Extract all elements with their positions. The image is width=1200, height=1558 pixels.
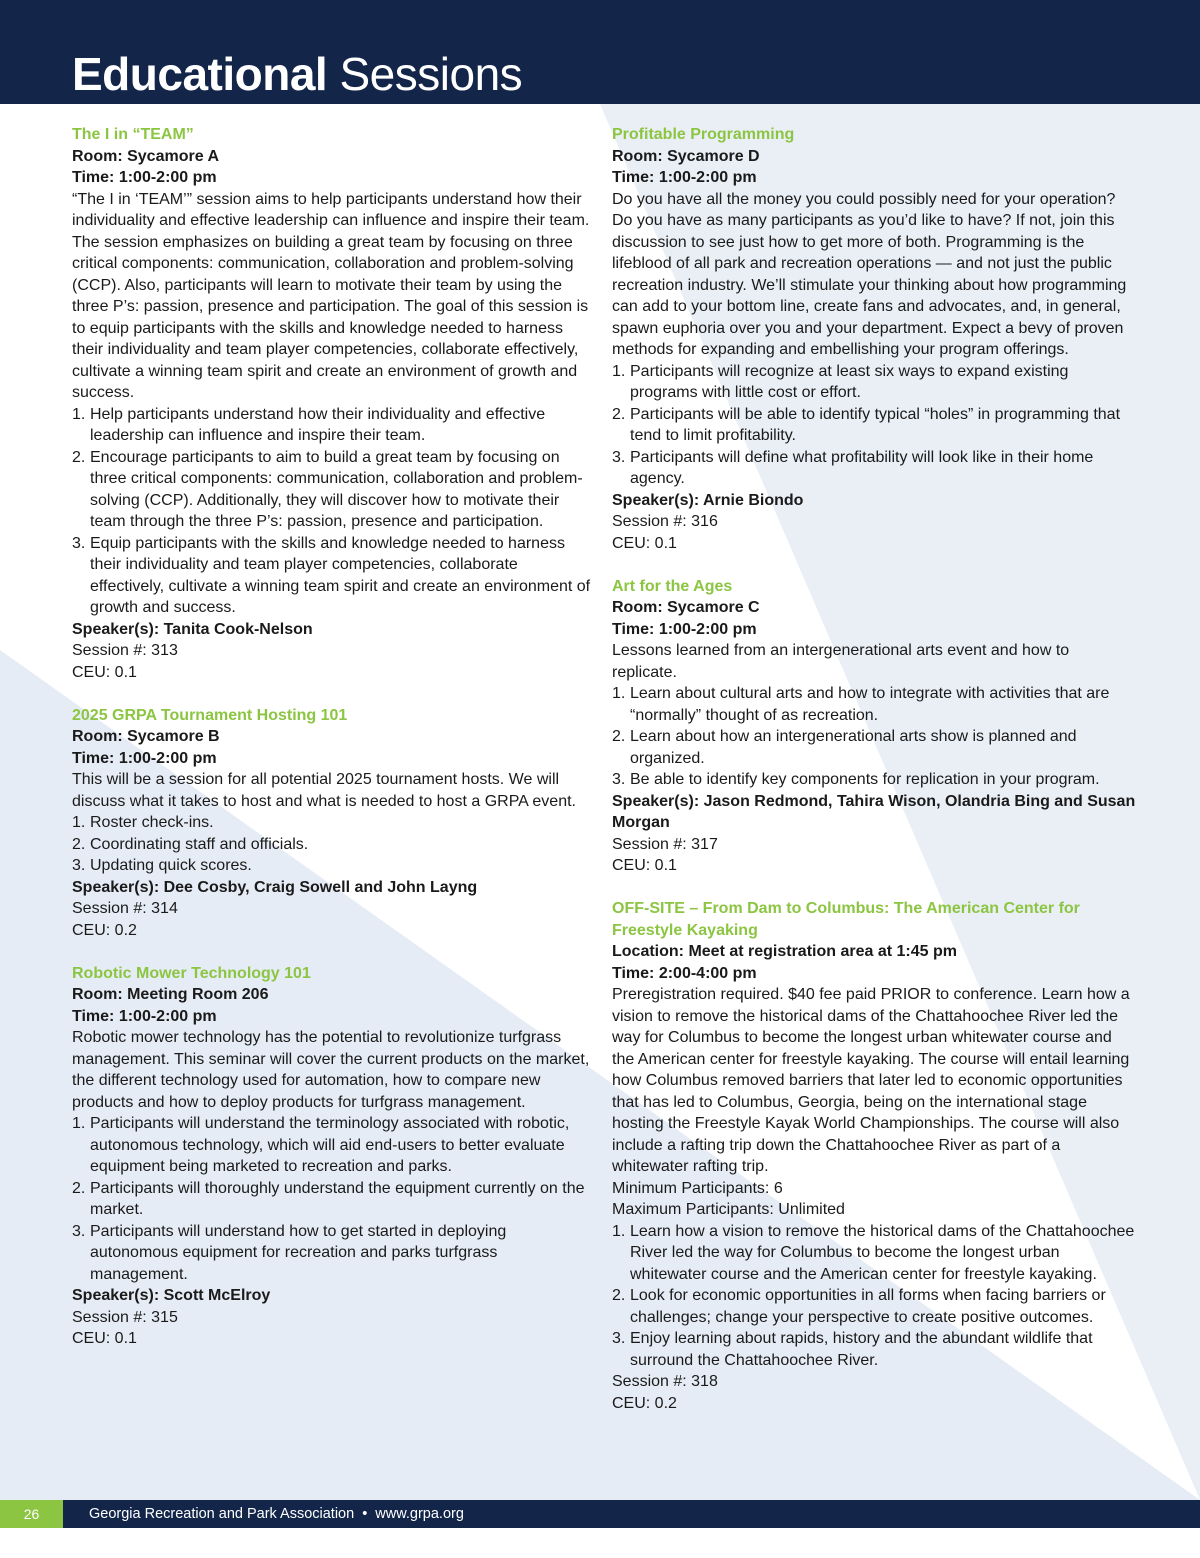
session-title: Robotic Mower Technology 101 [72, 964, 311, 982]
objective-item [612, 447, 1137, 490]
objective-text: Participants will understand the terminology associated with robotic, autonomous technology, which will aid end-users to better evaluate equipment being marketed to recreation and parks. [90, 1115, 570, 1175]
objectives-list [612, 361, 1137, 490]
right-column [612, 124, 1137, 1436]
objective-text: Coordinating staff and officials. [90, 835, 309, 853]
objective-number: 2. [72, 1179, 86, 1197]
objectives-list [612, 683, 1137, 791]
footer-organization: Georgia Recreation and Park Association [89, 1506, 355, 1522]
objective-number: 1. [72, 814, 86, 831]
objective-number: 2. [72, 448, 86, 466]
session-ceu: CEU: 0.1 [72, 1330, 137, 1347]
session-meta: Room: Sycamore B [72, 728, 220, 745]
objective-number: 2. [612, 728, 626, 745]
objective-item [612, 404, 1137, 447]
objective-number: 1. [72, 405, 86, 423]
objective-number: 3. [72, 1222, 86, 1240]
session-title: OFF-SITE – From Dam to Columbus: The American Center for Freestyle Kayaking [612, 900, 1080, 939]
page-number: 26 [0, 1500, 63, 1528]
session-meta: Room: Sycamore A [72, 147, 219, 165]
session-description: This will be a session for all potential 2025 tournament hosts. We will discuss what it takes to host and what is needed to host a GRPA event. [72, 771, 576, 810]
session-meta: Time: 2:00-4:00 pm [612, 964, 757, 982]
session-speaker: Speaker(s): Scott McElroy [72, 1287, 271, 1304]
session-speaker: Speaker(s): Jason Redmond, Tahira Wison, Olandria Bing and Susan Morgan [612, 792, 1136, 831]
objective-text: Participants will define what profitability will look like in their home agency. [630, 448, 1094, 487]
objectives-list [72, 1113, 592, 1285]
objective-item [72, 834, 592, 856]
session-speaker: Speaker(s): Arnie Biondo [612, 491, 804, 509]
objective-item [72, 1221, 592, 1286]
session-meta: Room: Sycamore D [612, 147, 760, 165]
left-column [72, 124, 592, 1371]
objective-number: 1. [612, 1222, 626, 1240]
page-header [0, 0, 1200, 104]
objective-item [72, 855, 592, 877]
session-ceu: CEU: 0.2 [612, 1394, 677, 1412]
objective-text: Learn how a vision to remove the historical dams of the Chattahoochee River led the way for Columbus to become the longest urban whitewater course and the American center for freestyle kayaking. [630, 1222, 1135, 1283]
session-description: Preregistration required. $40 fee paid PRIOR to conference. Learn how a vision to remove the historical dams of the Chattahoochee River led the way for Columbus to become the longest urban whitewater course and the American center for freestyle kayaking. The course will entail learning how Columbus removed barriers that later led to economic opportunities that has led to Columbus, Georgia, being on the international stage hosting the Freestyle Kayak World Championships. The course will also include a rafting trip down the Chattahoochee River as part of a whitewater rafting trip. [612, 986, 1130, 1175]
session-meta: Room: Sycamore C [612, 599, 760, 616]
title-light: Sessions [339, 48, 523, 100]
session-number: Session #: 318 [612, 1373, 718, 1390]
session-meta: Location: Meet at registration area at 1:45 pm [612, 943, 957, 960]
objective-number: 2. [72, 835, 86, 853]
session-number: Session #: 313 [72, 642, 178, 659]
session-ceu: CEU: 0.1 [612, 857, 677, 874]
objective-number: 2. [612, 1287, 626, 1304]
session-speaker: Speaker(s): Dee Cosby, Craig Sowell and John Layng [72, 878, 478, 896]
session-block [72, 705, 592, 942]
session-title: Art for the Ages [612, 577, 733, 595]
session-number: Session #: 317 [612, 835, 718, 853]
objective-text: Participants will thoroughly understand the equipment currently on the market. [90, 1179, 585, 1218]
session-number: Session #: 314 [72, 900, 178, 917]
objective-item [72, 404, 592, 447]
objective-number: 1. [612, 685, 626, 702]
objective-item [612, 683, 1137, 726]
session-number: Session #: 316 [612, 513, 718, 530]
objective-text: Participants will be able to identify typical “holes” in programming that tend to limit profitability. [630, 405, 1121, 444]
session-ceu: CEU: 0.1 [612, 534, 677, 552]
session-description: “The I in ‘TEAM’” session aims to help participants understand how their individuality and effective leadership can influence and inspire their team. The session emphasizes on building a great team by focusing on three critical components: communication, collaboration and problem-solving (CCP). Also, participants will learn to motivate their team by using the three P’s: passion, presence and participation. The goal of this session is to equip participants with the skills and knowledge needed to harness their individuality and team player competencies, collaborate effectively, cultivate a winning team spirit and create an environment of growth and success. [72, 190, 590, 401]
objective-number: 3. [72, 857, 86, 874]
objective-number: 3. [72, 534, 86, 552]
objective-text: Updating quick scores. [90, 857, 252, 874]
session-extra: Maximum Participants: Unlimited [612, 1201, 845, 1218]
session-ceu: CEU: 0.1 [72, 663, 137, 681]
objective-number: 2. [612, 405, 626, 423]
session-ceu: CEU: 0.2 [72, 921, 137, 939]
objective-text: Enjoy learning about rapids, history and the abundant wildlife that surround the Chattahoochee River. [630, 1330, 1093, 1369]
session-description: Lessons learned from an intergenerational arts event and how to replicate. [612, 642, 1070, 681]
session-meta: Time: 1:00-2:00 pm [72, 749, 217, 767]
objective-text: Equip participants with the skills and knowledge needed to harness their individuality and team player competencies, collaborate effectively, cultivate a winning team spirit and create an environment of growth and success. [90, 534, 591, 616]
session-block [612, 124, 1137, 554]
session-block [612, 898, 1137, 1414]
objective-item [72, 812, 592, 834]
objective-item [72, 1113, 592, 1178]
session-extra: Minimum Participants: 6 [612, 1179, 783, 1197]
objective-text: Participants will understand how to get started in deploying autonomous equipment for recreation and parks turfgrass management. [90, 1222, 507, 1283]
page-footer [0, 1500, 1200, 1528]
objectives-list [72, 812, 592, 877]
session-title: Profitable Programming [612, 126, 795, 143]
objective-item [612, 1328, 1137, 1371]
objective-text: Participants will recognize at least six ways to expand existing programs with little cost or effort. [630, 362, 1069, 401]
session-meta: Time: 1:00-2:00 pm [72, 1007, 217, 1025]
objective-number: 3. [612, 1330, 626, 1347]
session-title: The I in “TEAM” [72, 126, 194, 143]
objective-item [72, 447, 592, 533]
session-block [612, 576, 1137, 877]
objective-item [612, 769, 1137, 791]
footer-website[interactable]: www.grpa.org [375, 1506, 464, 1522]
objective-number: 3. [612, 448, 626, 466]
session-title: 2025 GRPA Tournament Hosting 101 [72, 706, 348, 724]
session-speaker: Speaker(s): Tanita Cook-Nelson [72, 620, 313, 638]
objective-number: 1. [612, 362, 626, 380]
objectives-list [612, 1221, 1137, 1372]
objective-number: 3. [612, 771, 626, 788]
objective-text: Be able to identify key components for replication in your program. [630, 771, 1100, 788]
title-bold: Educational [72, 48, 328, 100]
objective-text: Look for economic opportunities in all forms when facing barriers or challenges; change your perspective to create positive outcomes. [630, 1287, 1106, 1326]
session-meta: Room: Meeting Room 206 [72, 986, 269, 1003]
objective-item [72, 533, 592, 619]
objective-text: Learn about how an intergenerational arts show is planned and organized. [630, 728, 1077, 767]
session-meta: Time: 1:00-2:00 pm [612, 620, 757, 638]
objective-item [612, 361, 1137, 404]
objective-text: Encourage participants to aim to build a great team by focusing on three critical components: communication, collaboration and problem-solving (CCP). Additionally, they will discover how to motivate their team through the three P’s: passion, presence and participation. [90, 448, 583, 530]
footer-text [89, 1500, 464, 1528]
objective-text: Learn about cultural arts and how to integrate with activities that are “normally” thought of as recreation. [630, 685, 1110, 724]
objective-item [612, 726, 1137, 769]
session-description: Robotic mower technology has the potential to revolutionize turfgrass management. This seminar will cover the current products on the market, the different technology used for automation, how to compare new products and how to deploy products for turfgrass management. [72, 1029, 590, 1111]
objective-item [72, 1178, 592, 1221]
session-number: Session #: 315 [72, 1308, 178, 1326]
session-block [72, 124, 592, 683]
page-title [72, 46, 522, 102]
footer-separator: • [362, 1506, 368, 1522]
session-description: Do you have all the money you could possibly need for your operation? Do you have as many participants as you’d like to have? If not, join this discussion to see just how to get more of both. Programming is the lifeblood of all park and recreation operations — and not just the public recreation industry. We’ll stimulate your thinking about how programming can add to your bottom line, create fans and advocates, and, in general, spawn euphoria over you and your department. Expect a bevy of proven methods for expanding and embellishing your program offerings. [612, 190, 1127, 358]
objective-item [612, 1285, 1137, 1328]
objective-item [612, 1221, 1137, 1286]
session-meta: Time: 1:00-2:00 pm [612, 169, 757, 186]
session-block [72, 963, 592, 1350]
objective-text: Help participants understand how their individuality and effective leadership can influence and inspire their team. [90, 405, 546, 444]
session-meta: Time: 1:00-2:00 pm [72, 169, 217, 186]
objective-text: Roster check-ins. [90, 814, 214, 831]
objective-number: 1. [72, 1115, 86, 1132]
objectives-list [72, 404, 592, 619]
